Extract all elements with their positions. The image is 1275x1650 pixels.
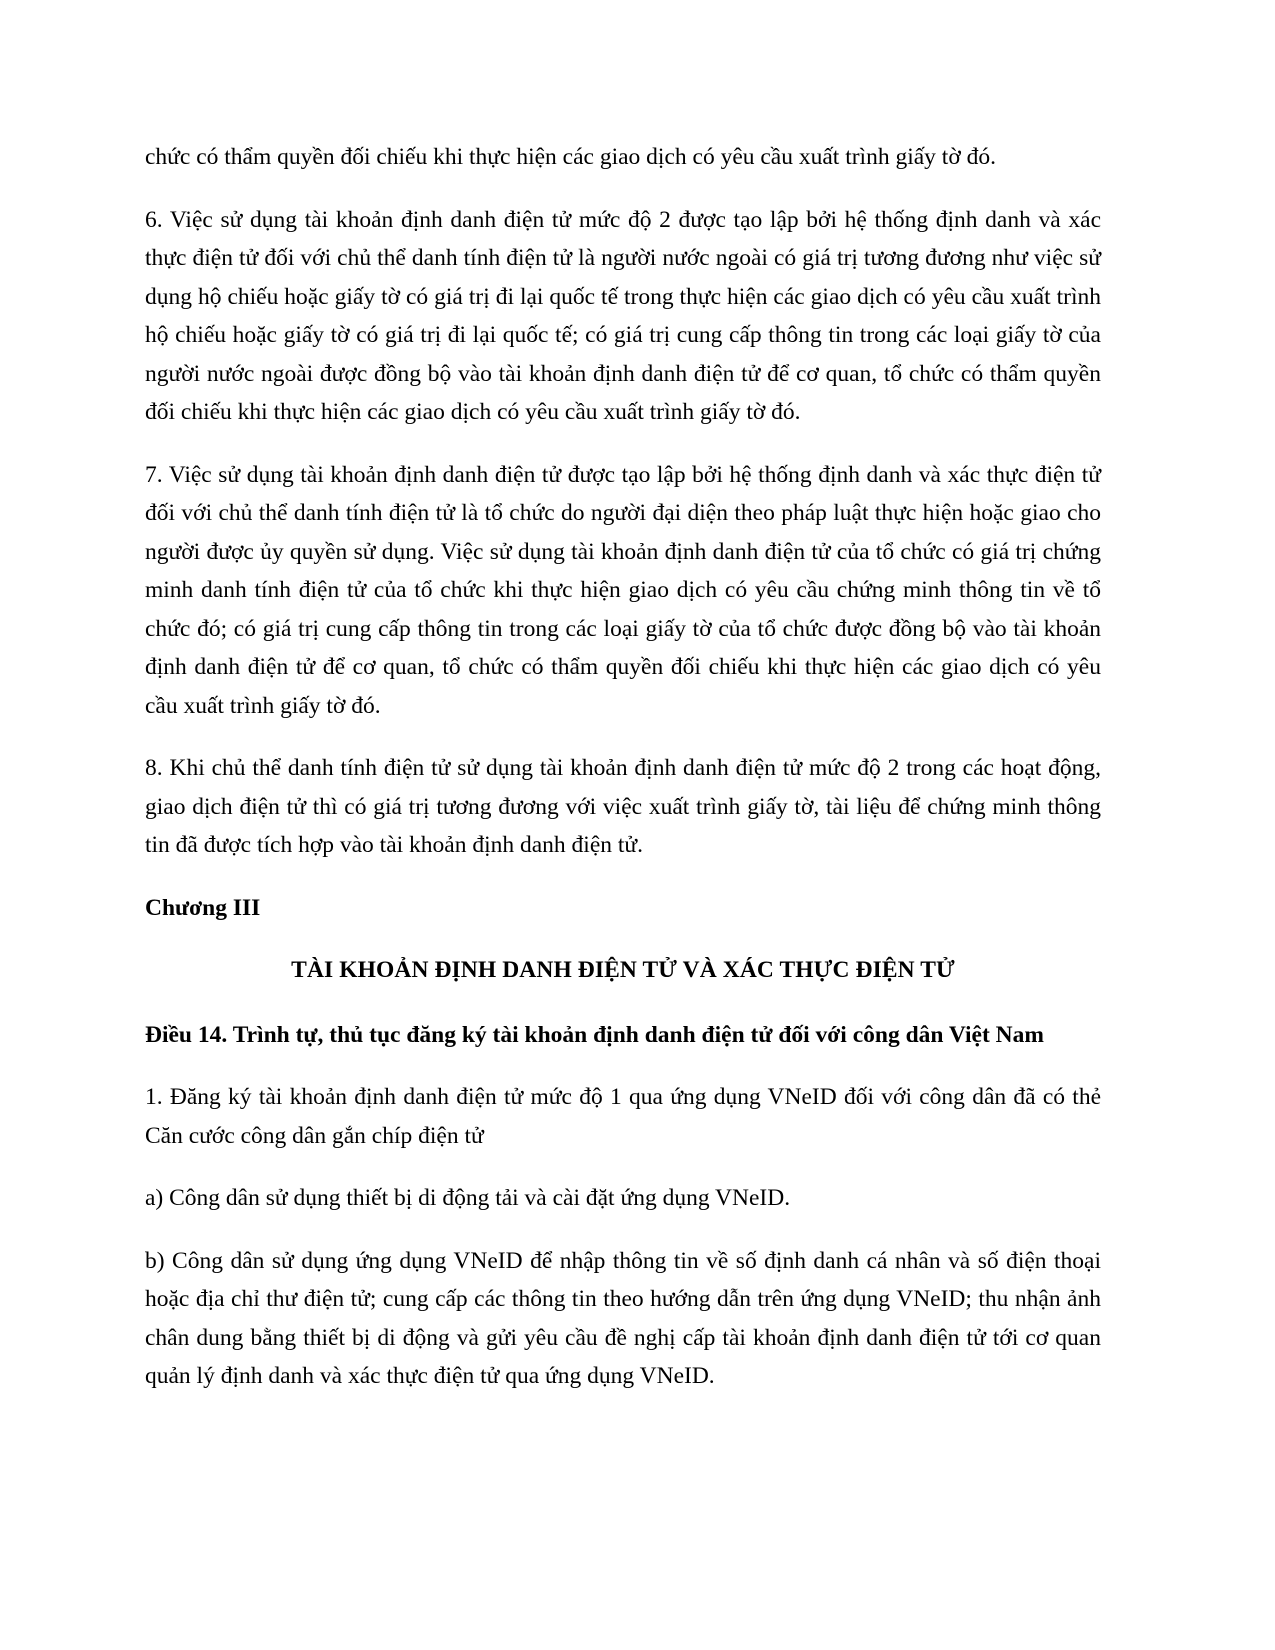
chapter-label-heading: Chương III: [145, 894, 261, 921]
paragraph-clause-8: 8. Khi chủ thể danh tính điện tử sử dụng tài khoản định danh điện tử mức độ 2 trong các hoạt động, giao dịch điện tử thì có giá trị tương đương với việc xuất trình giấy tờ, tài liệu để chứng minh thông tin đã được tích hợp vào tài khoản định danh điện tử.: [145, 755, 1101, 858]
article-14-heading: Điều 14. Trình tự, thủ tục đăng ký tài khoản định danh điện tử đối với công dân Việt Nam: [145, 1021, 1044, 1048]
document-body: [145, 138, 1101, 1396]
paragraph-continued-clause-5: chức có thẩm quyền đối chiếu khi thực hiện các giao dịch có yêu cầu xuất trình giấy tờ đó.: [145, 144, 996, 170]
paragraph-article-14-clause-1b: b) Công dân sử dụng ứng dụng VNeID để nhập thông tin về số định danh cá nhân và số điện thoại hoặc địa chỉ thư điện tử; cung cấp các thông tin theo hướng dẫn trên ứng dụng VNeID; thu nhận ảnh chân dung bằng thiết bị di động và gửi yêu cầu đề nghị cấp tài khoản định danh điện tử tới cơ quan quản lý định danh và xác thực điện tử qua ứng dụng VNeID.: [145, 1247, 1101, 1389]
paragraph-clause-6: 6. Việc sử dụng tài khoản định danh điện tử mức độ 2 được tạo lập bởi hệ thống định danh và xác thực điện tử đối với chủ thể danh tính điện tử là người nước ngoài có giá trị tương đương như việc sử dụng hộ chiếu hoặc giấy tờ có giá trị đi lại quốc tế trong thực hiện các giao dịch có yêu cầu xuất trình hộ chiếu hoặc giấy tờ có giá trị đi lại quốc tế; có giá trị cung cấp thông tin trong các loại giấy tờ của người nước ngoài được đồng bộ vào tài khoản định danh điện tử để cơ quan, tổ chức có thẩm quyền đối chiếu khi thực hiện các giao dịch có yêu cầu xuất trình giấy tờ đó.: [145, 206, 1101, 425]
chapter-title-heading: TÀI KHOẢN ĐỊNH DANH ĐIỆN TỬ VÀ XÁC THỰC ĐIỆN TỬ: [291, 957, 955, 983]
paragraph-clause-7: 7. Việc sử dụng tài khoản định danh điện tử được tạo lập bởi hệ thống định danh và xác thực điện tử đối với chủ thể danh tính điện tử là tổ chức do người đại diện theo pháp luật thực hiện hoặc giao cho người được ủy quyền sử dụng. Việc sử dụng tài khoản định danh điện tử của tổ chức có giá trị chứng minh danh tính điện tử của tổ chức khi thực hiện giao dịch có yêu cầu chứng minh thông tin về tổ chức đó; có giá trị cung cấp thông tin trong các loại giấy tờ của tổ chức được đồng bộ vào tài khoản định danh điện tử để cơ quan, tổ chức có thẩm quyền đối chiếu khi thực hiện các giao dịch có yêu cầu xuất trình giấy tờ đó.: [145, 461, 1101, 719]
paragraph-article-14-clause-1a: a) Công dân sử dụng thiết bị di động tải và cài đặt ứng dụng VNeID.: [145, 1185, 791, 1211]
paragraph-article-14-clause-1: 1. Đăng ký tài khoản định danh điện tử mức độ 1 qua ứng dụng VNeID đối với công dân đã có thẻ Căn cước công dân gắn chíp điện tử: [145, 1084, 1101, 1149]
